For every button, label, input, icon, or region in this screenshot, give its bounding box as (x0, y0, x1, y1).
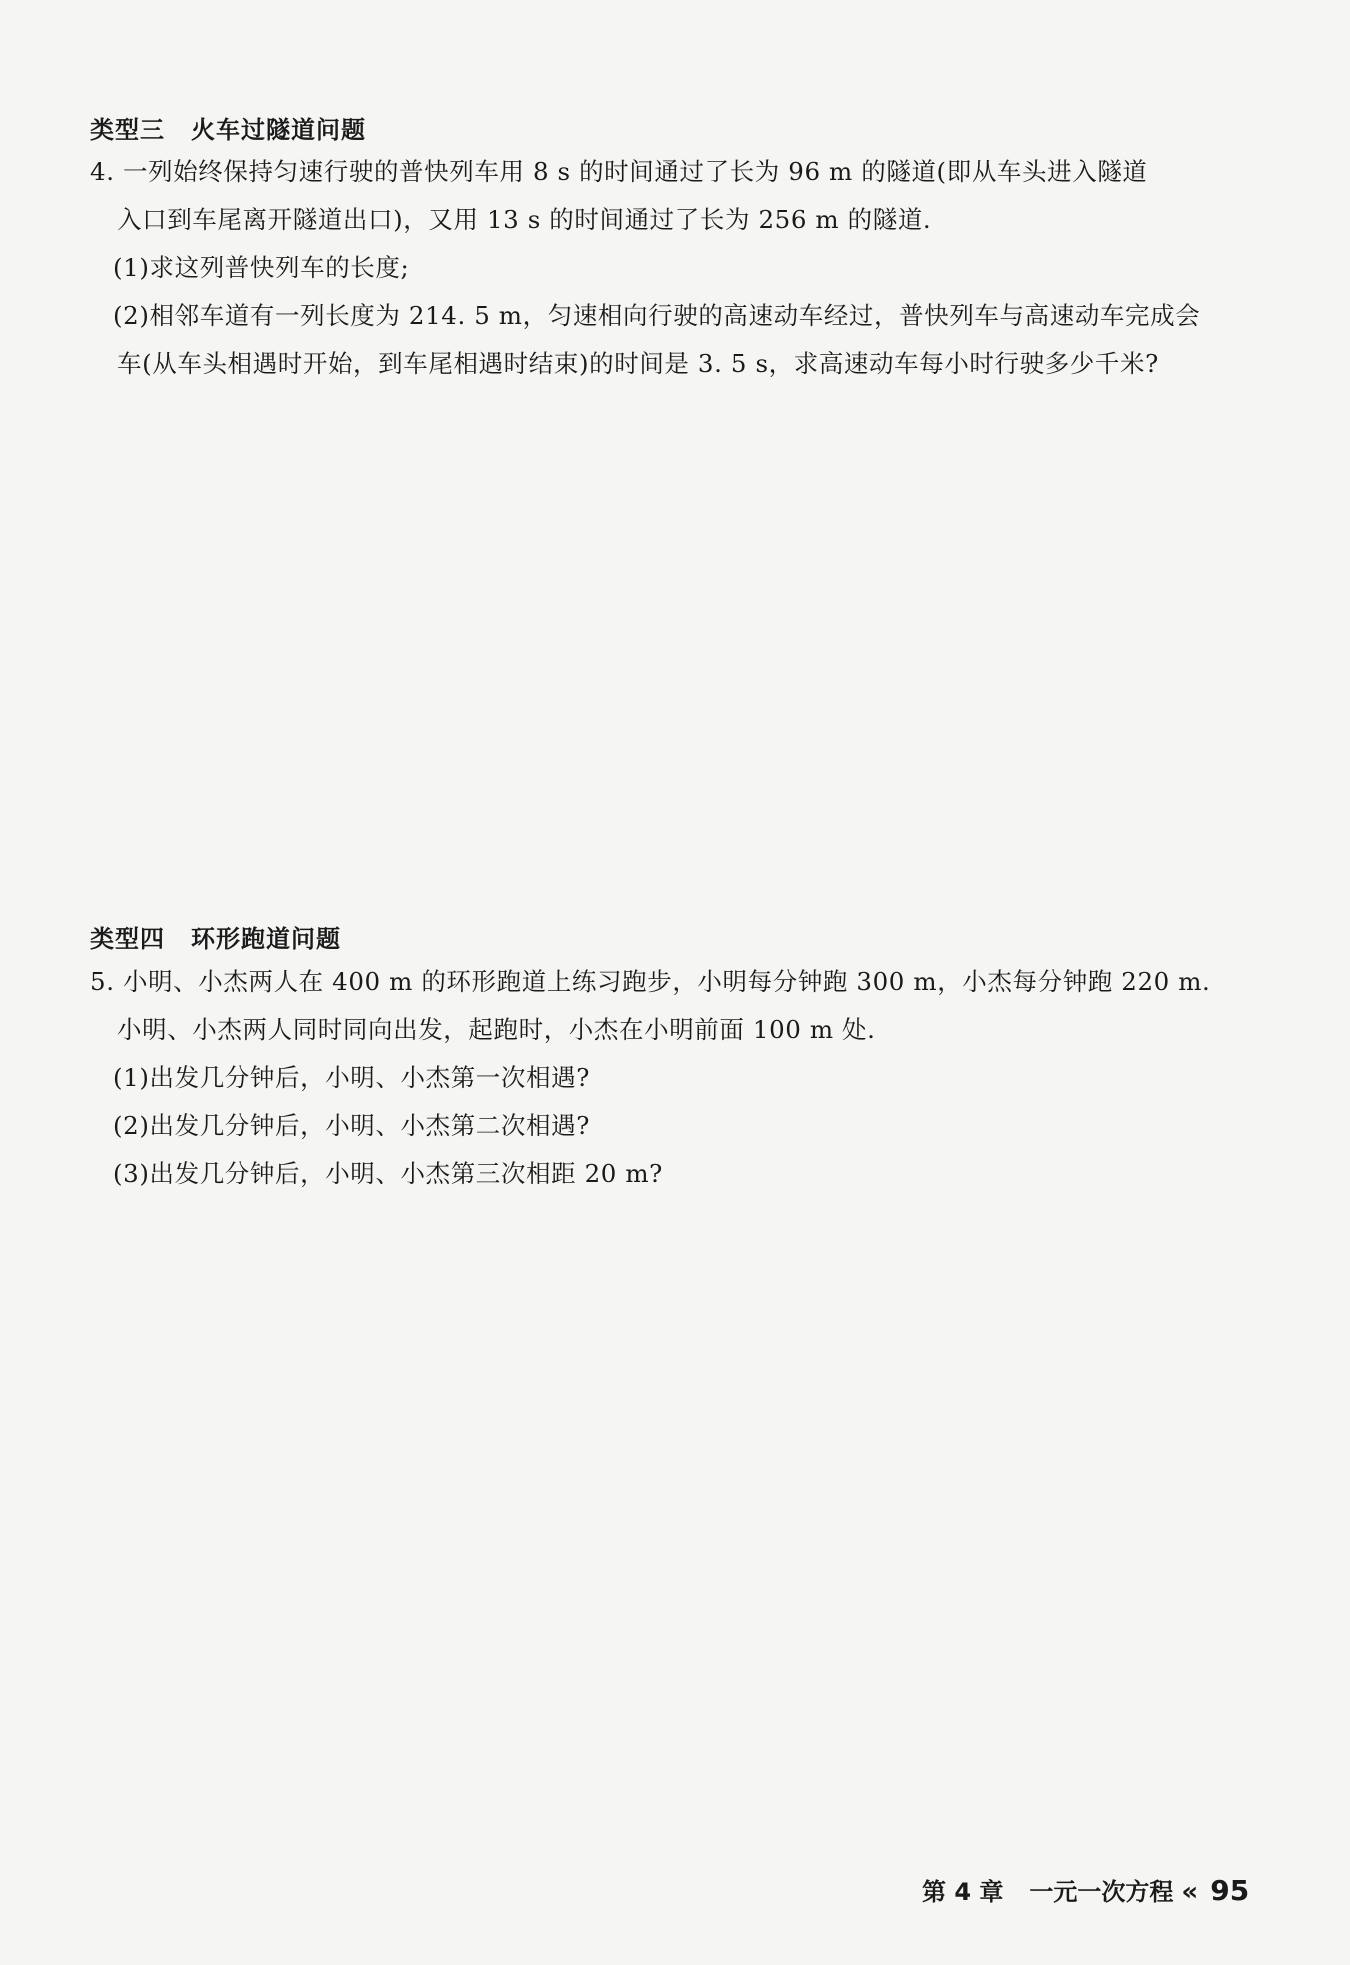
problem-5-part-2: (2)出发几分钟后，小明、小杰第二次相遇? (113, 1111, 590, 1140)
problem-4-part-1: (1)求这列普快列车的长度; (113, 253, 410, 282)
chapter-title: 一元一次方程 (1029, 1878, 1174, 1906)
section-title: 火车过隧道问题 (191, 116, 366, 144)
problem-5-line-2: 小明、小杰两人同时同向出发，起跑时，小杰在小明前面 100 m 处. (117, 1015, 876, 1044)
section-title: 环形跑道问题 (191, 925, 341, 953)
chevron-left-icon: « (1181, 1877, 1199, 1907)
section-heading-type-3 (90, 110, 366, 145)
page-number: 95 (1210, 1874, 1250, 1907)
problem-4-line-1: 4. 一列始终保持匀速行驶的普快列车用 8 s 的时间通过了长为 96 m 的隧道(即从车头进入隧道 (90, 157, 1148, 186)
section-heading-type-4 (90, 919, 341, 954)
problem-4-line-2: 入口到车尾离开隧道出口)，又用 13 s 的时间通过了长为 256 m 的隧道. (117, 205, 932, 234)
problem-5-line-1: 5. 小明、小杰两人在 400 m 的环形跑道上练习跑步，小明每分钟跑 300 m，小杰每分钟跑 220 m. (90, 967, 1211, 996)
section-type-label: 类型四 (90, 925, 165, 953)
problem-4-part-2-line-1: (2)相邻车道有一列长度为 214. 5 m，匀速相向行驶的高速动车经过，普快列车与高速动车完成会 (113, 301, 1201, 330)
problem-5-part-1: (1)出发几分钟后，小明、小杰第一次相遇? (113, 1063, 590, 1092)
chapter-number: 第 4 章 (922, 1878, 1004, 1906)
problem-5-part-3: (3)出发几分钟后，小明、小杰第三次相距 20 m? (113, 1159, 663, 1188)
page-footer (922, 1872, 1249, 1907)
problem-4-part-2-line-2: 车(从车头相遇时开始，到车尾相遇时结束)的时间是 3. 5 s，求高速动车每小时行驶多少千米? (117, 349, 1159, 378)
section-type-label: 类型三 (90, 116, 165, 144)
